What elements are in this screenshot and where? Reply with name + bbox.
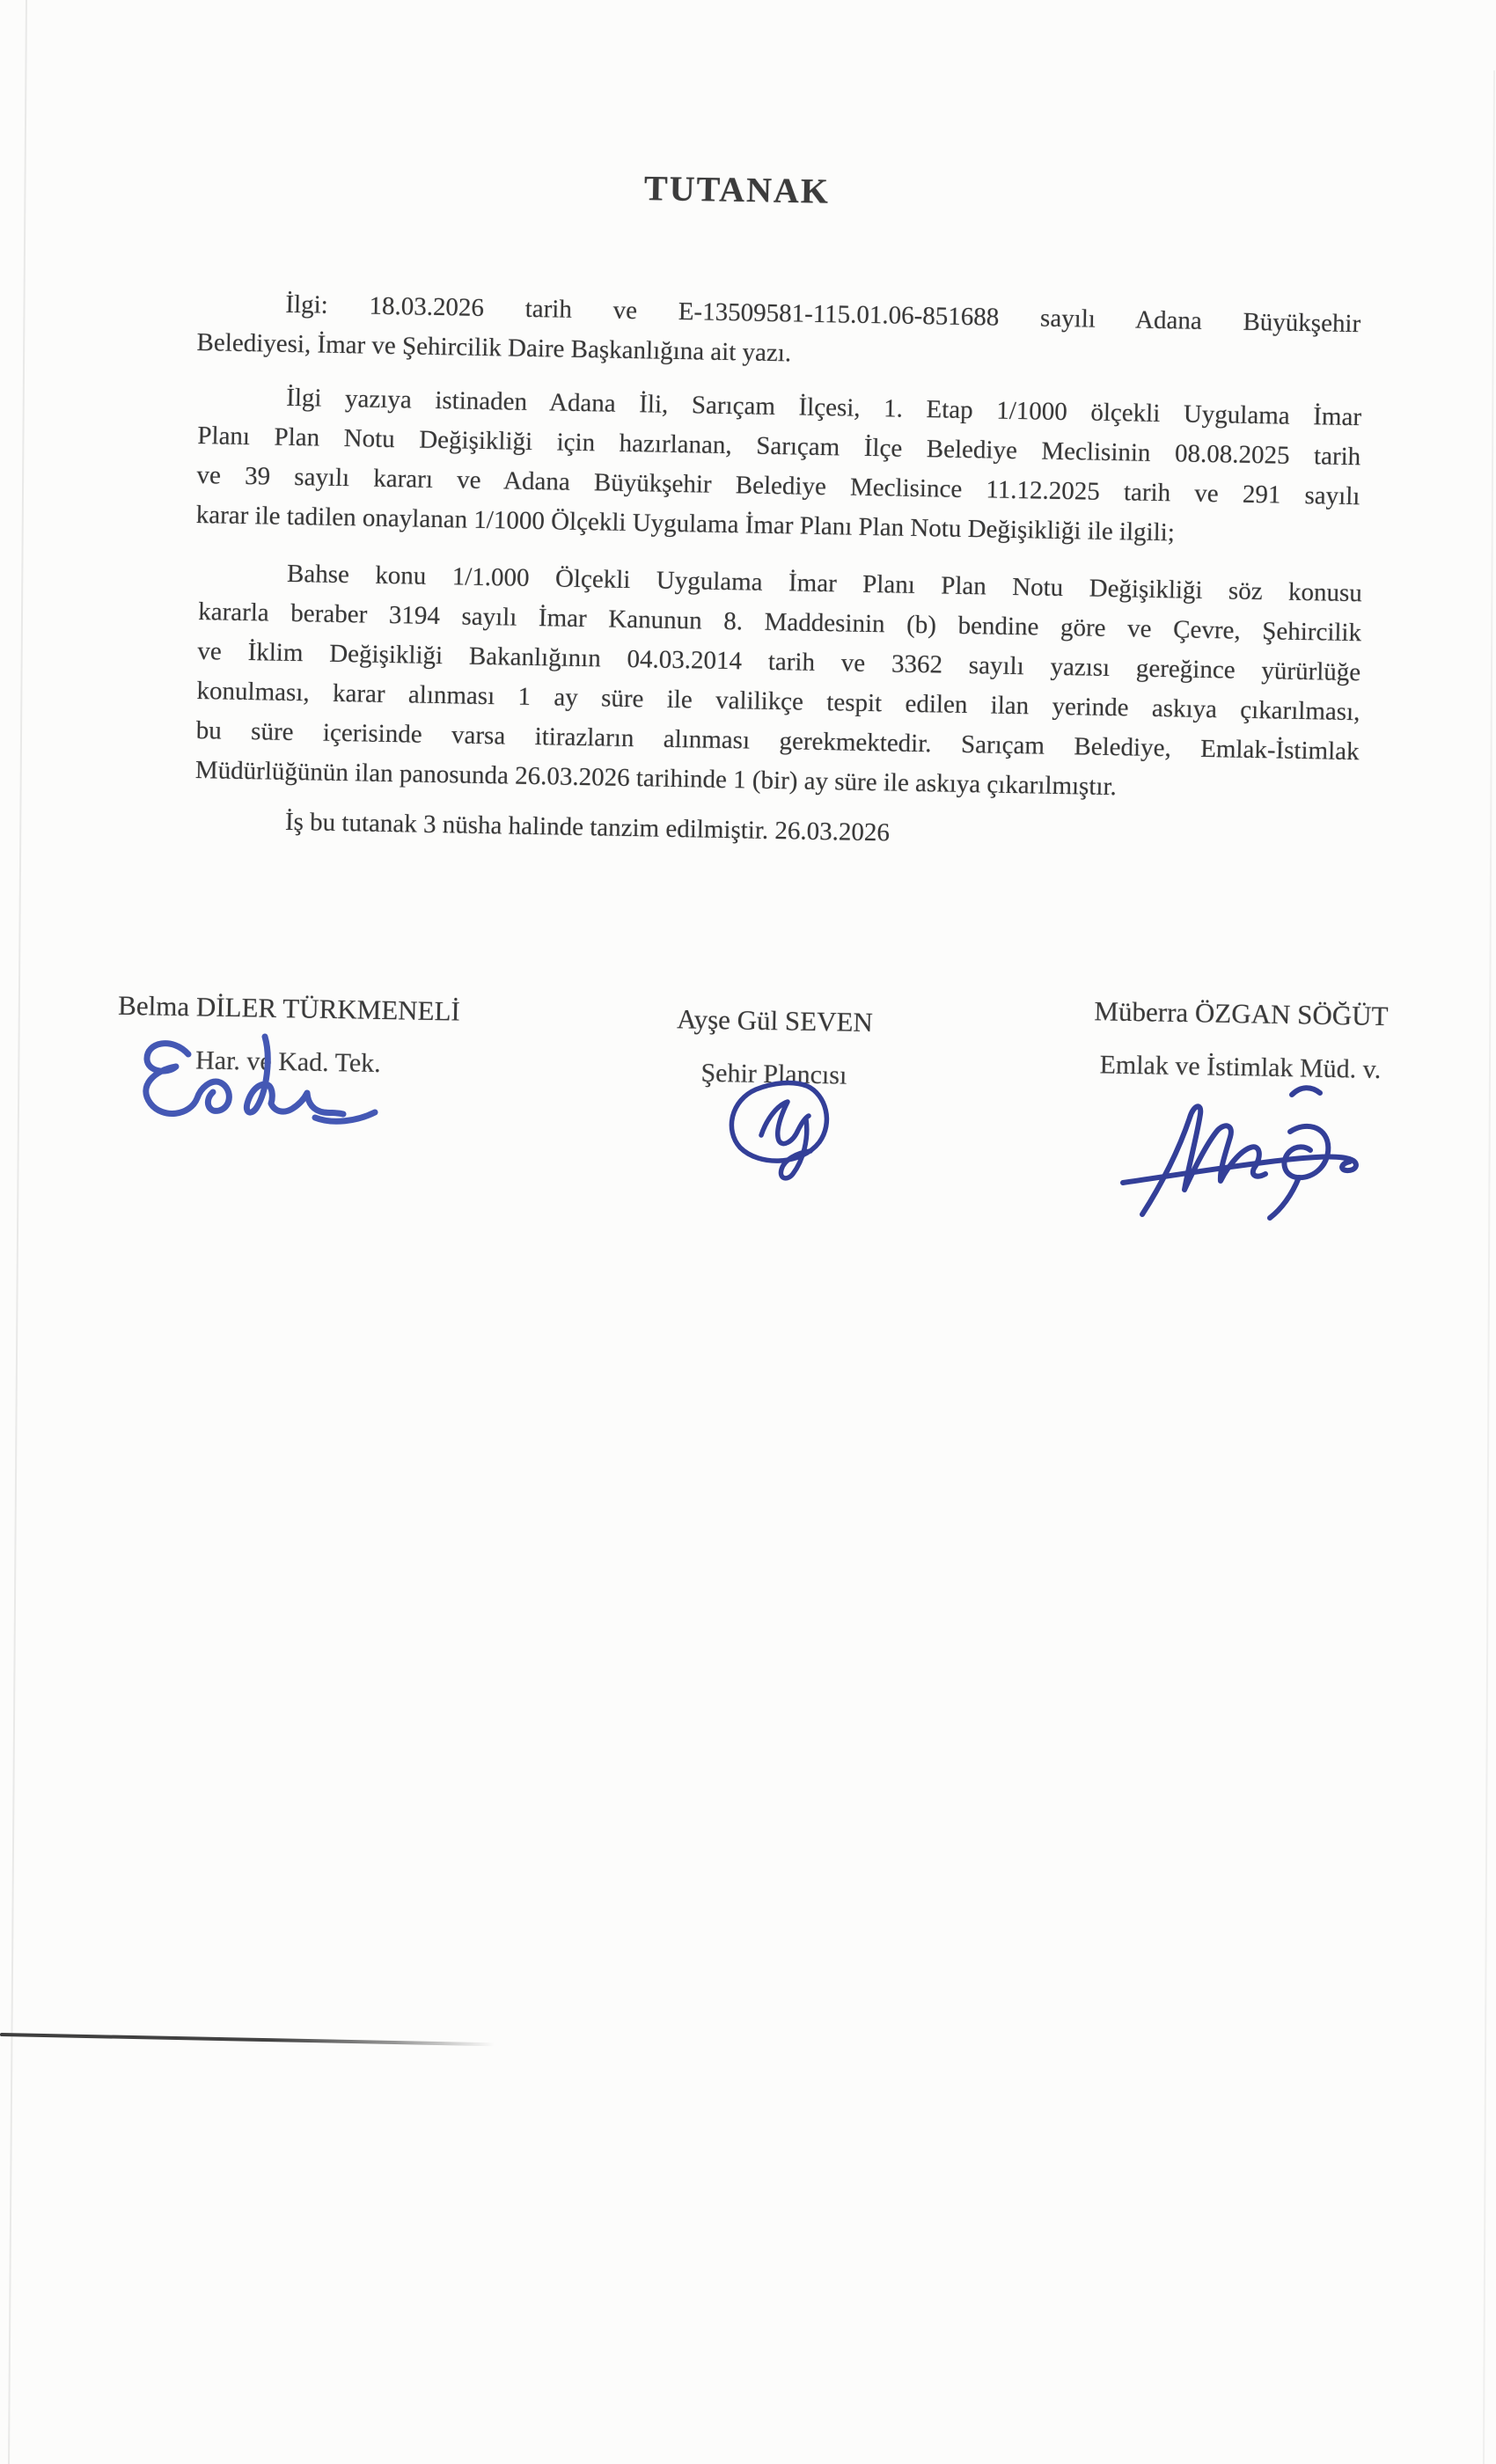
paragraph-line: Bahse konu 1/1.000 Ölçekli Uygulama İmar Planı Plan Notu Değişikliği söz konusu: [286, 559, 1363, 608]
signatory-name: Müberra ÖZGAN SÖĞÜT: [1094, 995, 1389, 1032]
paragraph-line: Belediyesi, İmar ve Şehircilik Daire Başkanlığına ait yazı.: [196, 327, 792, 368]
paragraph-line: karar ile tadilen onaylanan 1/1000 Ölçekli Uygulama İmar Planı Plan Notu Değişikliği ile ilgili;: [195, 500, 1176, 547]
paragraph-announcement: [195, 553, 1363, 811]
paragraph-line: kararla beraber 3194 sayılı İmar Kanunun 8. Maddesinin (b) bendine göre ve Çevre, Şehircilik: [197, 598, 1362, 648]
document-title: TUTANAK: [643, 168, 831, 211]
paragraph-line: bu süre içerisinde varsa itirazların alınması gerekmektedir. Sarıçam Belediye, Emlak-İstimlak: [195, 715, 1360, 766]
signatory-name: Belma DİLER TÜRKMENELİ: [117, 989, 461, 1027]
signature-ink-3: [1111, 1075, 1375, 1225]
paragraph-line: ve 39 sayılı kararı ve Adana Büyükşehir Belediye Meclisince 11.12.2025 tarih ve 291 sayılı: [196, 460, 1360, 511]
signatory-title: Şehir Plancısı: [700, 1058, 847, 1090]
signature-ink-2: [715, 1074, 839, 1184]
paragraph-line: konulması, karar alınması 1 ay süre ile valilikçe tespit edilen ilan yerinde askıya çıkarılması,: [196, 676, 1360, 727]
paragraph-line: Planı Plan Notu Değişikliği için hazırlanan, Sarıçam İlçe Belediye Meclisinin 08.08.2025 tarih: [197, 422, 1361, 472]
signatory-block-3: [1029, 994, 1453, 1086]
signature-ink-1: [132, 1028, 387, 1138]
signatory-title: Emlak ve İstimlak Müd. v.: [1099, 1050, 1382, 1084]
paragraph-line: İş bu tutanak 3 nüsha halinde tanzim edilmiştir. 26.03.2026: [284, 807, 891, 847]
signatory-title: Har. ve Kad. Tek.: [194, 1045, 382, 1079]
paragraph-line: İlgi yazıya istinaden Adana İli, Sarıçam İlçesi, 1. Etap 1/1000 ölçekli Uygulama İmar: [285, 383, 1362, 432]
paragraph-line: ve İklim Değişikliği Bakanlığının 04.03.2014 tarih ve 3362 sayılı yazısı gereğince yürürlüğe: [197, 637, 1361, 687]
signatory-name: Ayşe Gül SEVEN: [676, 1003, 874, 1038]
paragraph-plan-decision: [195, 377, 1361, 556]
paragraph-line: Müdürlüğünün ilan panosunda 26.03.2026 tarihinde 1 (bir) ay süre ile askıya çıkarılmıştır.: [194, 755, 1118, 802]
paragraph-line: İlgi: 18.03.2026 tarih ve E-13509581-115.01.06-851688 sayılı Adana Büyükşehir: [285, 290, 1361, 339]
